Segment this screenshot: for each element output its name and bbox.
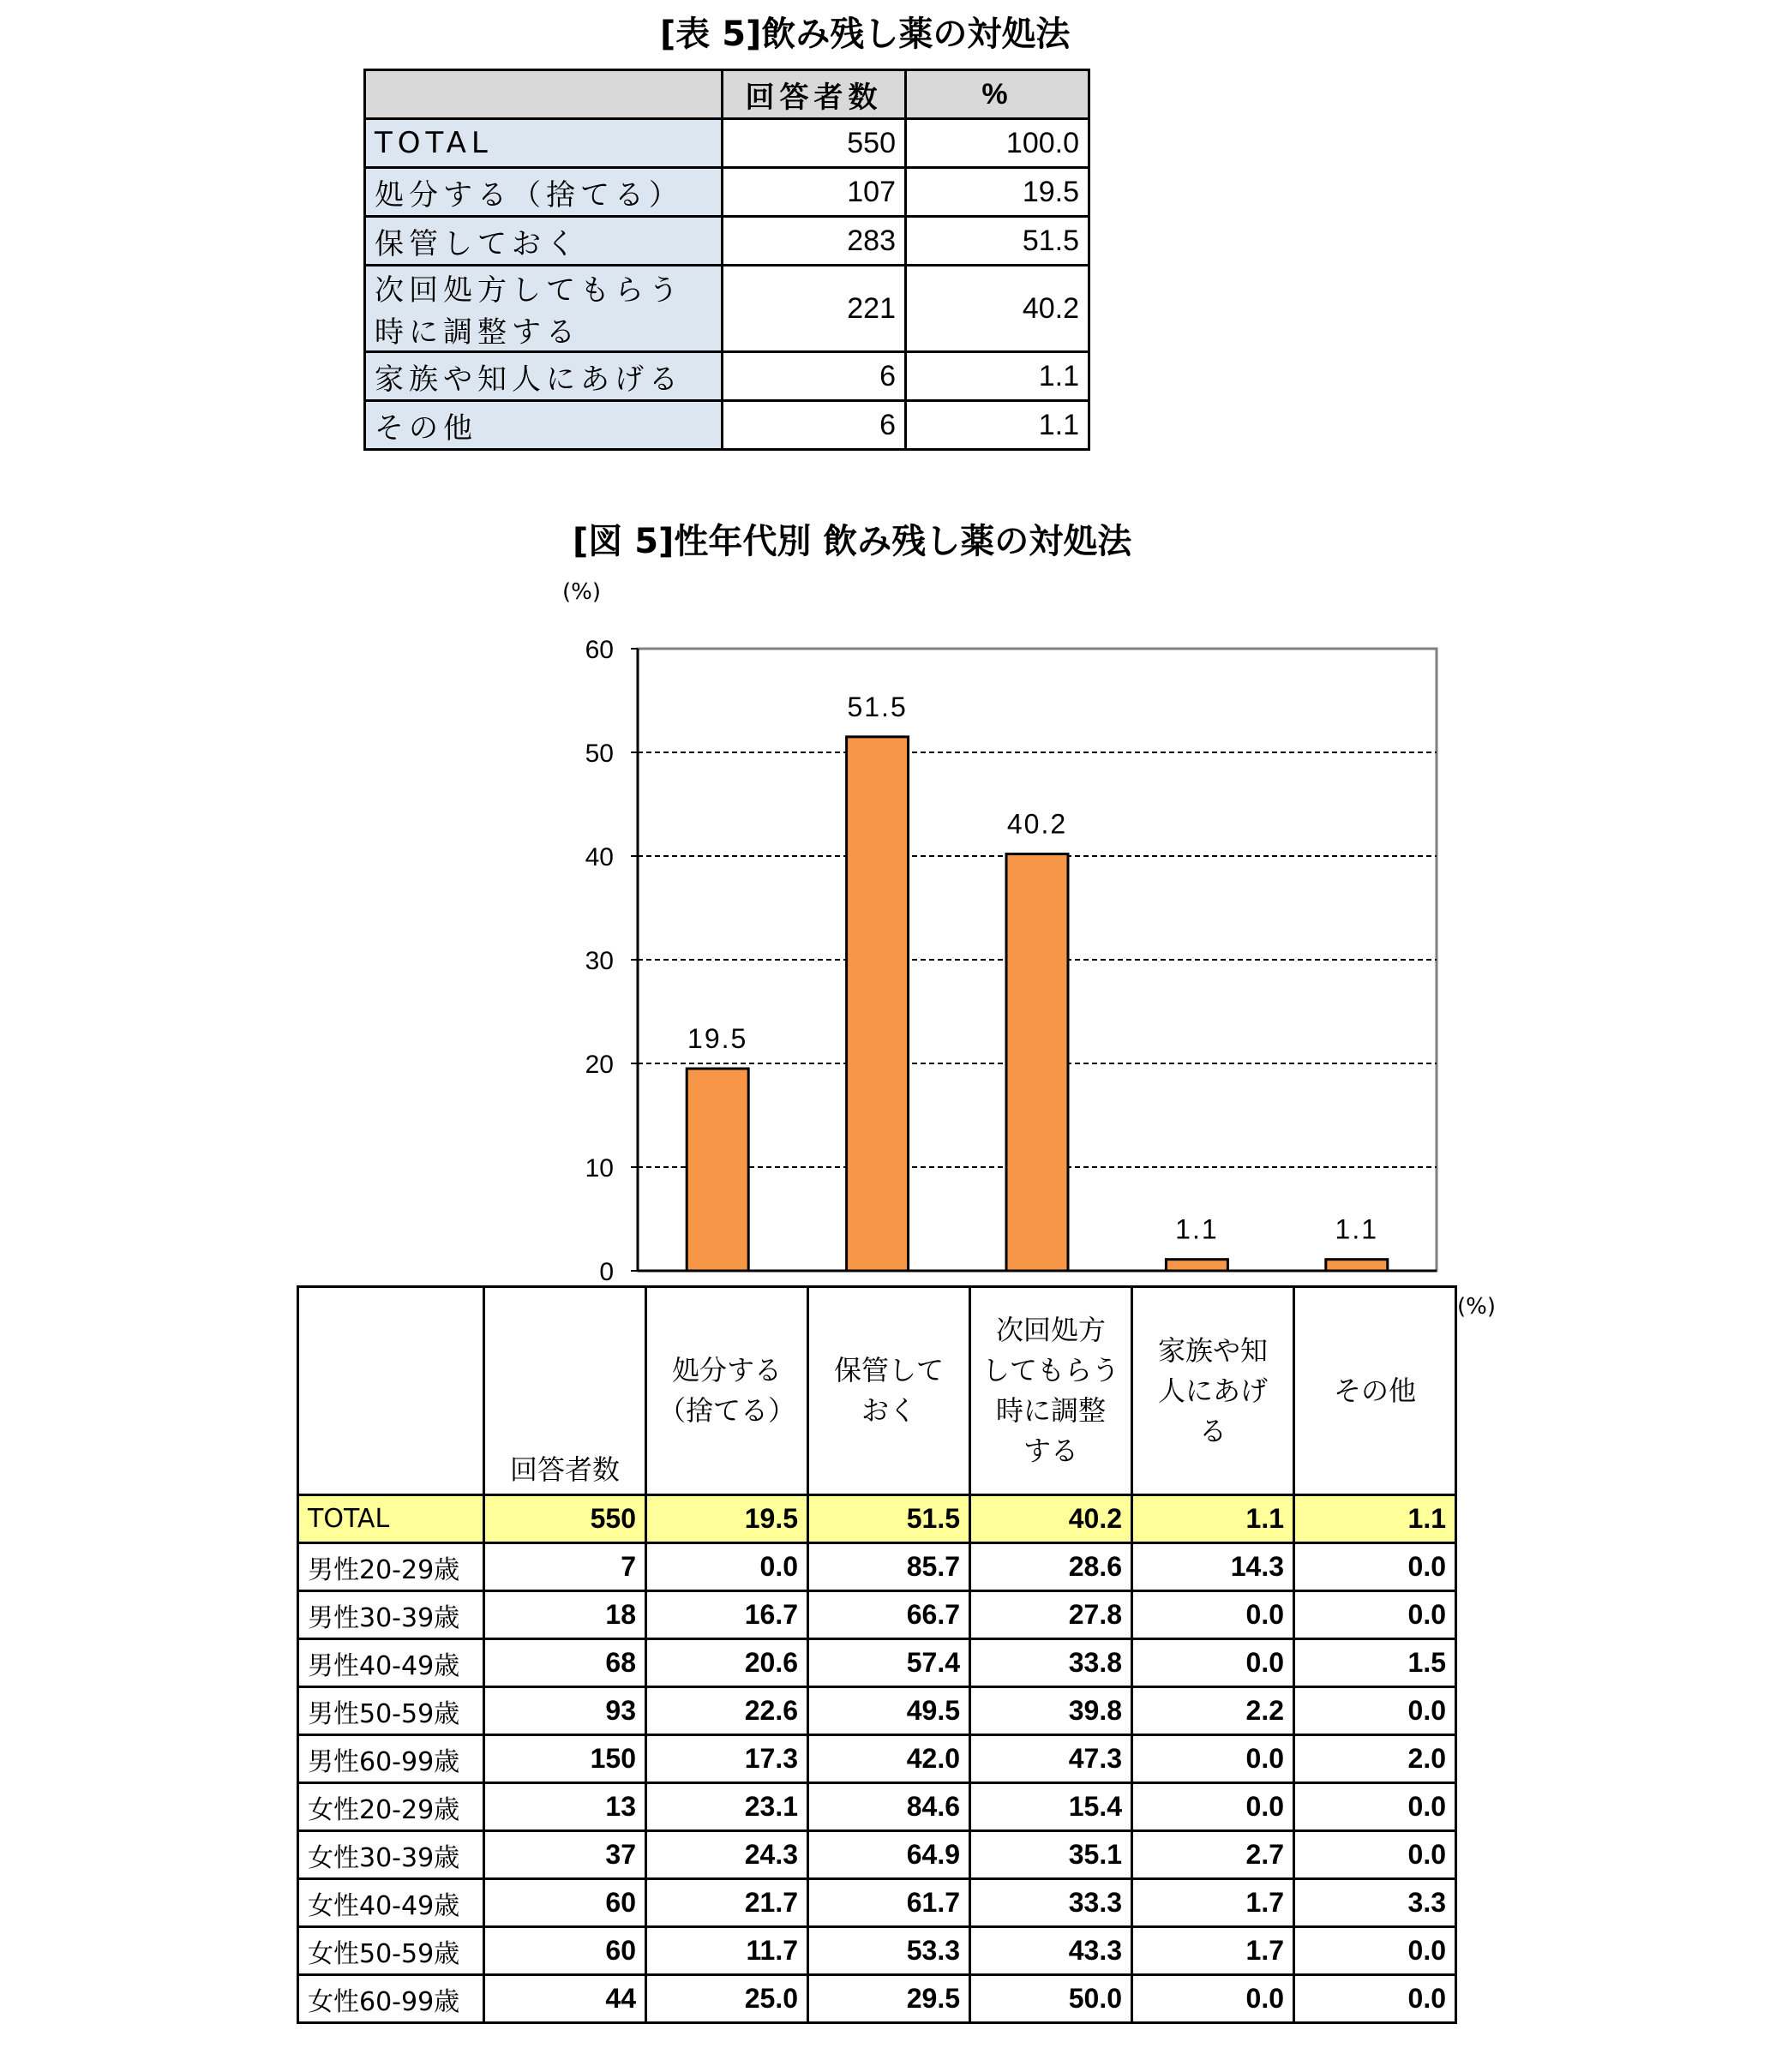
table6-row-label: 男性30-39歳 (298, 1591, 484, 1639)
table5-cell-pct: 1.1 (906, 352, 1089, 401)
table6-row-label: 女性60-99歳 (298, 1975, 484, 2023)
table6-row (298, 1687, 1456, 1735)
table6-row-label: 男性50-59歳 (298, 1687, 484, 1735)
table6-cell: 0.0 (1132, 1783, 1294, 1831)
table6-cell: 0.0 (646, 1543, 808, 1591)
table6-header-cell (1132, 1287, 1294, 1495)
table6-cell: 39.8 (970, 1687, 1132, 1735)
table6-header-line: 人にあげ (1157, 1374, 1268, 1406)
table6-header-line: 保管して (833, 1355, 944, 1386)
table6-cell: 20.6 (646, 1639, 808, 1687)
table6-cell: 18 (484, 1591, 646, 1639)
data-label: 1.1 (1175, 1213, 1219, 1245)
table5-cell-label: 保管しておく (365, 217, 723, 266)
table6-row (298, 1591, 1456, 1639)
table6-cell: 22.6 (646, 1687, 808, 1735)
table6-cell: 7 (484, 1543, 646, 1591)
table6-cell: 44 (484, 1975, 646, 2023)
table6-header-cell (808, 1287, 970, 1495)
table6-cell: 17.3 (646, 1735, 808, 1783)
table6-cell: 1.1 (1294, 1495, 1456, 1543)
table6-cell: 61.7 (808, 1879, 970, 1927)
table6-header-line: する (1023, 1435, 1078, 1466)
table6-cell: 27.8 (970, 1591, 1132, 1639)
table6-cell: 60 (484, 1879, 646, 1927)
table6-cell: 550 (484, 1495, 646, 1543)
table6-row-label: 女性20-29歳 (298, 1783, 484, 1831)
table6-header-line: 時に調整 (995, 1395, 1106, 1426)
table6-header-line: 処分する (671, 1355, 782, 1386)
data-label: 1.1 (1335, 1213, 1379, 1245)
table6-header-cell (1294, 1287, 1456, 1495)
table6-row-label: 男性40-49歳 (298, 1639, 484, 1687)
table6-cell: 0.0 (1294, 1687, 1456, 1735)
table6-cell: 0.0 (1132, 1975, 1294, 2023)
table6-cell: 16.7 (646, 1591, 808, 1639)
table6-cell: 57.4 (808, 1639, 970, 1687)
table5-cell-pct: 40.2 (906, 266, 1089, 352)
table6-cell: 0.0 (1294, 1543, 1456, 1591)
table5-cell-pct: 100.0 (906, 119, 1089, 168)
table6-row-label: 男性60-99歳 (298, 1735, 484, 1783)
table6-header-cell (484, 1287, 646, 1495)
table6-header-line: る (1198, 1415, 1227, 1446)
table5-cell-count: 107 (723, 168, 906, 217)
table6-cell: 0.0 (1132, 1735, 1294, 1783)
y-tick-label: 60 (585, 636, 614, 664)
table6-cell: 150 (484, 1735, 646, 1783)
data-label: 51.5 (847, 691, 908, 722)
table6-cell: 64.9 (808, 1831, 970, 1879)
table5-cell-label: 処分する（捨てる） (365, 168, 723, 217)
table6-cell: 29.5 (808, 1975, 970, 2023)
table6-cell: 28.6 (970, 1543, 1132, 1591)
table5-cell-count: 283 (723, 217, 906, 266)
table6-cell: 14.3 (1132, 1543, 1294, 1591)
table6-cell: 60 (484, 1927, 646, 1975)
table6-cell: 47.3 (970, 1735, 1132, 1783)
table6-header-line: （捨てる） (657, 1395, 795, 1426)
table6-cell: 23.1 (646, 1783, 808, 1831)
table6-cell: 0.0 (1294, 1927, 1456, 1975)
table6-cell: 0.0 (1294, 1975, 1456, 2023)
table5-cell-pct: 19.5 (906, 168, 1089, 217)
table6-cell: 0.0 (1132, 1591, 1294, 1639)
table6-cell: 49.5 (808, 1687, 970, 1735)
table6-cell: 68 (484, 1639, 646, 1687)
table5-cell-count: 6 (723, 352, 906, 401)
table6-cell: 0.0 (1294, 1783, 1456, 1831)
bar (1006, 854, 1068, 1271)
table6-cell: 84.6 (808, 1783, 970, 1831)
y-axis-unit: (%) (562, 579, 601, 605)
table6-row (298, 1831, 1456, 1879)
table6-cell: 2.2 (1132, 1687, 1294, 1735)
table6-cell: 33.8 (970, 1639, 1132, 1687)
table6-cell: 24.3 (646, 1831, 808, 1879)
table6-row-label: 女性50-59歳 (298, 1927, 484, 1975)
table6-cell: 85.7 (808, 1543, 970, 1591)
table6 (297, 1285, 1457, 2024)
table6-cell: 35.1 (970, 1831, 1132, 1879)
bar (1326, 1260, 1388, 1271)
table6-row (298, 1543, 1456, 1591)
table6-row-label: TOTAL (298, 1495, 484, 1543)
table5-cell-label: 家族や知人にあげる (365, 352, 723, 401)
table6-cell: 50.0 (970, 1975, 1132, 2023)
table5-cell-pct: 51.5 (906, 217, 1089, 266)
table5-title: [表 5]飲み残し薬の対処法 (660, 15, 1071, 54)
bar (687, 1069, 748, 1271)
bar (1166, 1260, 1227, 1271)
table6-cell: 37 (484, 1831, 646, 1879)
table6-header-cell (970, 1287, 1132, 1495)
table5-cell-pct: 1.1 (906, 401, 1089, 450)
y-tick-label: 0 (599, 1258, 614, 1285)
table6-header-cell (298, 1287, 484, 1495)
table6-header-line: 家族や知 (1157, 1334, 1268, 1366)
table6-cell: 66.7 (808, 1591, 970, 1639)
table6-cell: 2.0 (1294, 1735, 1456, 1783)
bar (847, 737, 909, 1271)
table6-cell: 1.7 (1132, 1927, 1294, 1975)
table6-header-line: 次回処方 (995, 1314, 1106, 1345)
table6-cell: 3.3 (1294, 1879, 1456, 1927)
data-label: 19.5 (687, 1023, 748, 1055)
table6-header-line: 回答者数 (509, 1454, 620, 1485)
table6-cell: 0.0 (1294, 1591, 1456, 1639)
table6-cell: 15.4 (970, 1783, 1132, 1831)
table6-cell: 25.0 (646, 1975, 808, 2023)
table6-row (298, 1975, 1456, 2023)
table6-cell: 42.0 (808, 1735, 970, 1783)
table6-cell: 51.5 (808, 1495, 970, 1543)
table6-header-line: してもらう (981, 1355, 1119, 1386)
table6-header-line: その他 (1333, 1374, 1416, 1406)
table5-header-cell: % (906, 70, 1089, 119)
chart-title: [図 5]性年代別 飲み残し薬の対処法 (573, 522, 1132, 561)
table6-row (298, 1783, 1456, 1831)
table5-cell-label: 次回処方してもらう時に調整する (365, 266, 723, 352)
table6-row (298, 1735, 1456, 1783)
y-tick-label: 50 (585, 740, 614, 768)
y-tick-label: 30 (585, 947, 614, 975)
table6-cell: 1.1 (1132, 1495, 1294, 1543)
table6-cell: 2.7 (1132, 1831, 1294, 1879)
table5-header-cell: 回答者数 (723, 70, 906, 119)
table6-cell: 43.3 (970, 1927, 1132, 1975)
table6-cell: 33.3 (970, 1879, 1132, 1927)
table6-row (298, 1639, 1456, 1687)
table6-cell: 1.7 (1132, 1879, 1294, 1927)
table6-total-row (298, 1495, 1456, 1543)
data-label: 40.2 (1006, 808, 1068, 840)
table6-cell: 40.2 (970, 1495, 1132, 1543)
y-tick-label: 20 (585, 1051, 614, 1079)
table6-row-label: 女性30-39歳 (298, 1831, 484, 1879)
table5-cell-label: その他 (365, 401, 723, 450)
table6-row (298, 1879, 1456, 1927)
table5-cell-label: TOTAL (365, 119, 723, 168)
table6-cell: 1.5 (1294, 1639, 1456, 1687)
table6-cell: 0.0 (1294, 1831, 1456, 1879)
table6-header-cell (646, 1287, 808, 1495)
table6-cell: 53.3 (808, 1927, 970, 1975)
table6-cell: 21.7 (646, 1879, 808, 1927)
table6-header-line: おく (861, 1395, 916, 1426)
table5-cell-count: 221 (723, 266, 906, 352)
table6-cell: 13 (484, 1783, 646, 1831)
table6-unit: (%) (1457, 1294, 1496, 1320)
y-tick-label: 40 (585, 843, 614, 871)
table5-cell-count: 6 (723, 401, 906, 450)
table6-cell: 0.0 (1132, 1639, 1294, 1687)
table6-cell: 11.7 (646, 1927, 808, 1975)
table6-row (298, 1927, 1456, 1975)
table6-row-label: 女性40-49歳 (298, 1879, 484, 1927)
table6-row-label: 男性20-29歳 (298, 1543, 484, 1591)
table5-cell-count: 550 (723, 119, 906, 168)
y-tick-label: 10 (585, 1154, 614, 1183)
table6-cell: 93 (484, 1687, 646, 1735)
table6-cell: 19.5 (646, 1495, 808, 1543)
